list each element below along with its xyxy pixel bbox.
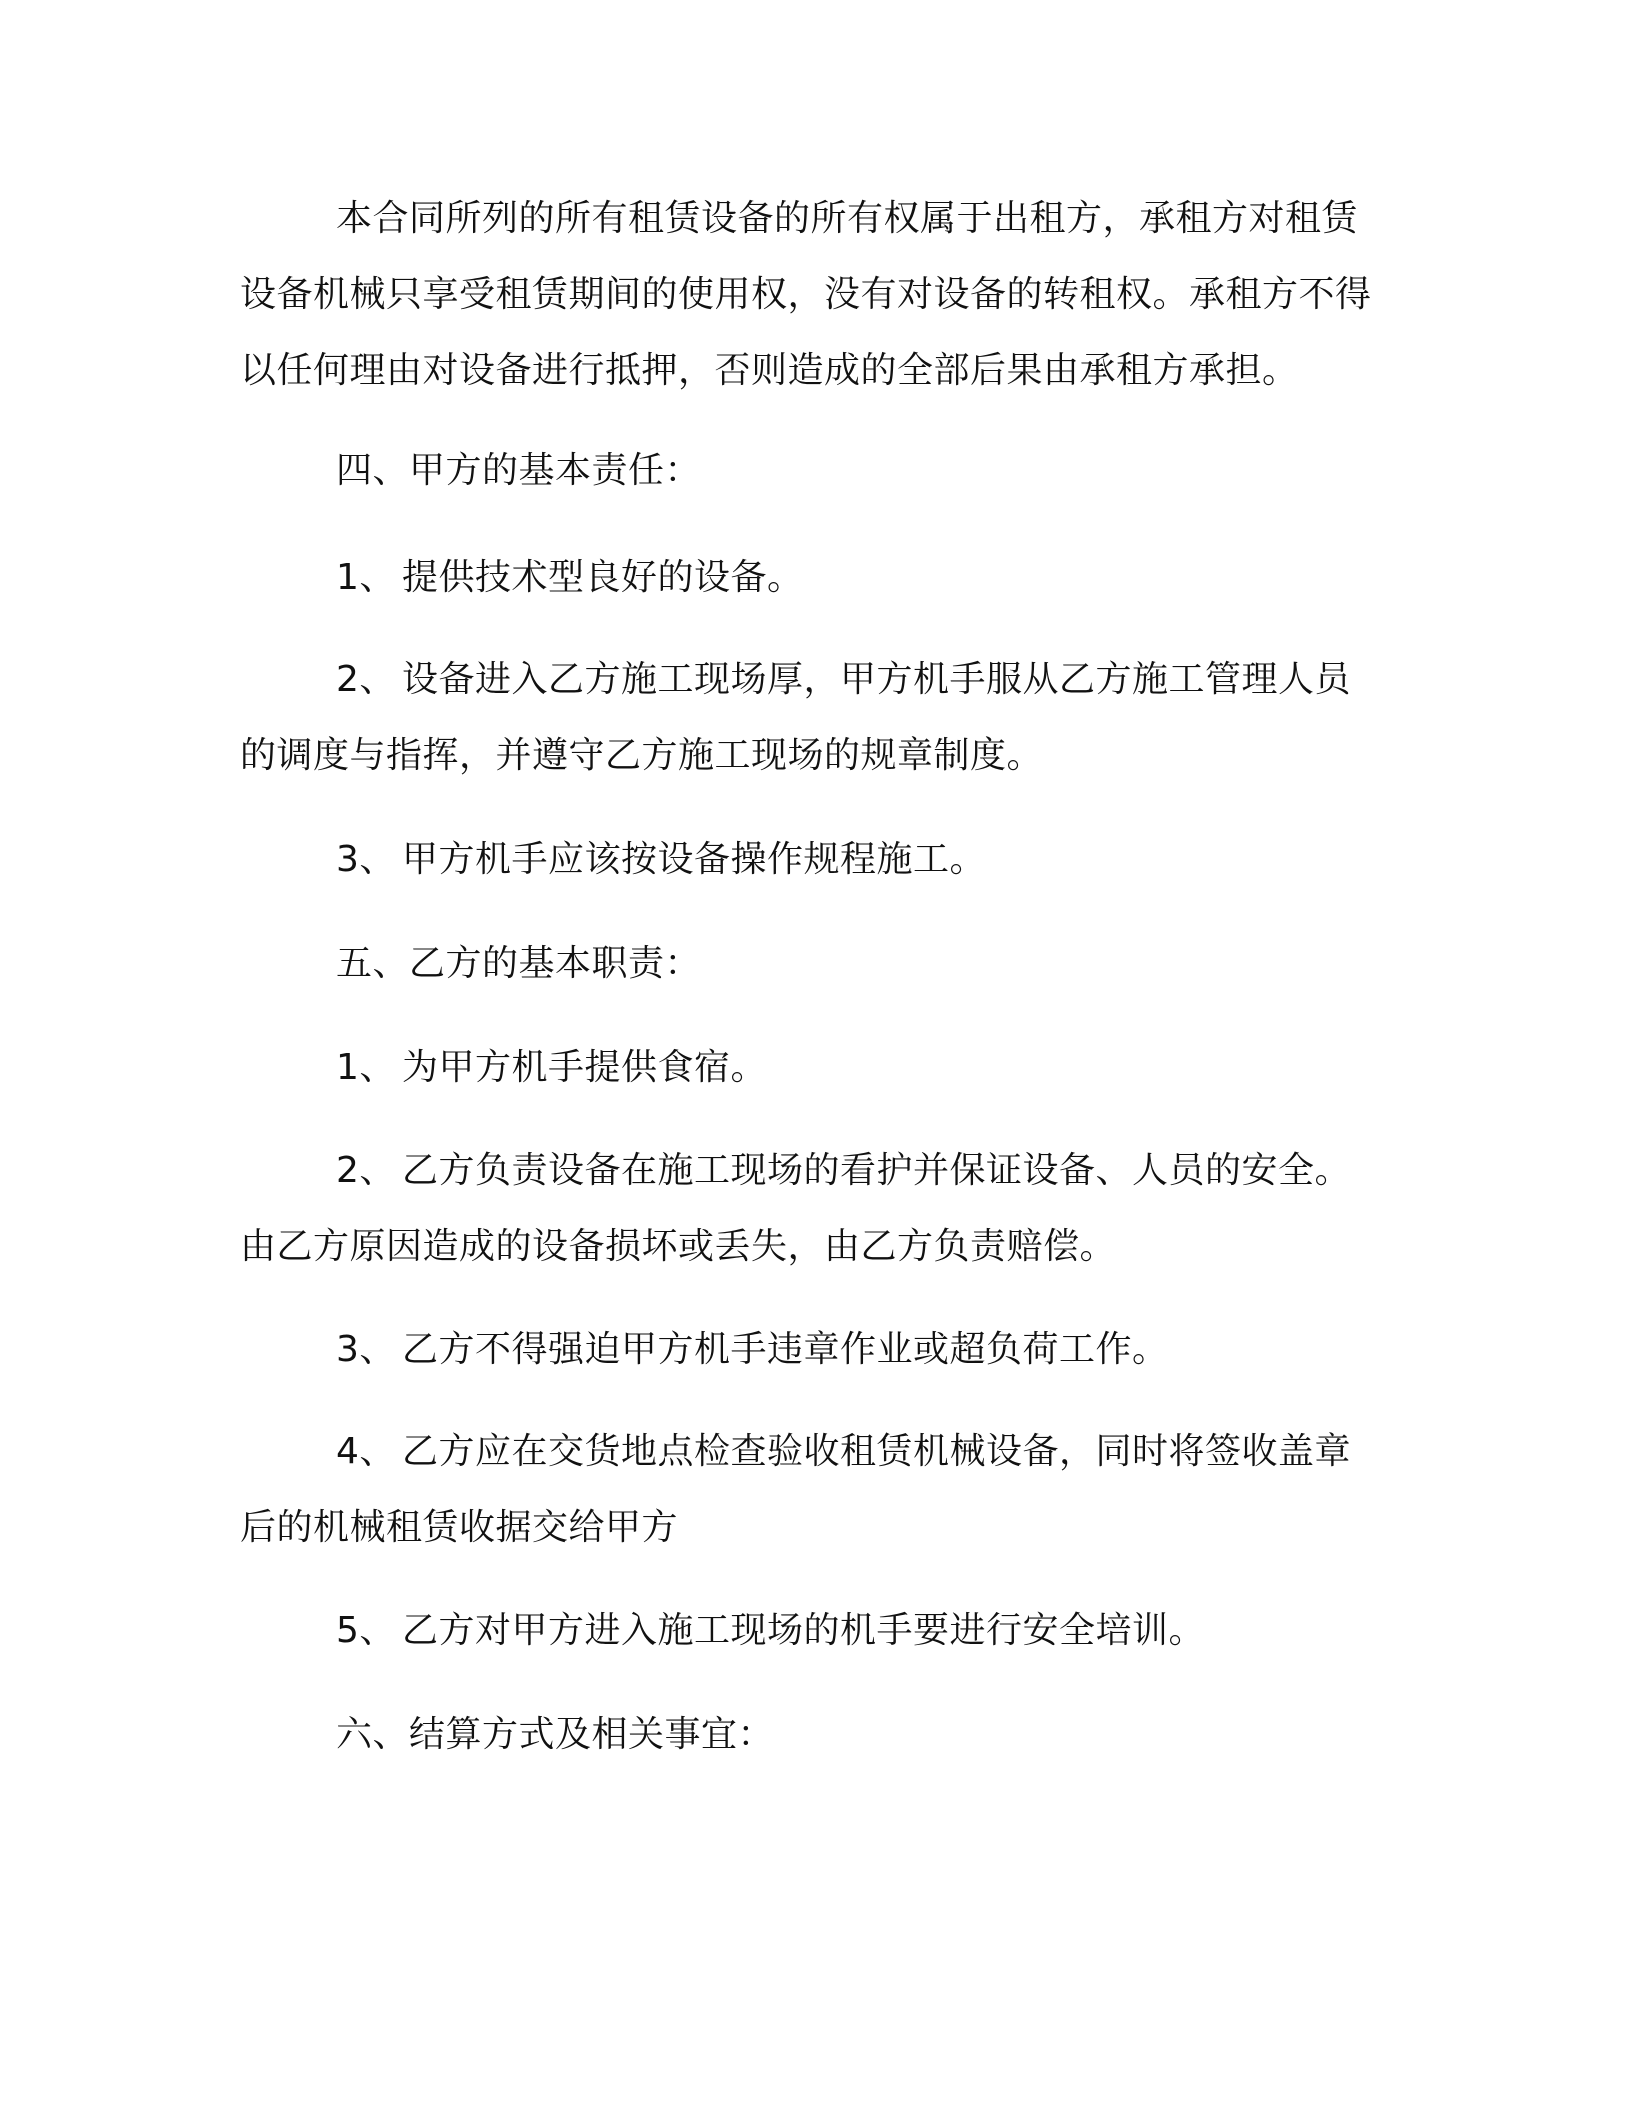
section-5-heading: 五、乙方的基本职责： bbox=[336, 943, 702, 984]
item-text: 设备进入乙方施工现场厚，甲方机手服从乙方施工管理人员的调度与指挥，并遵守乙方施工现场的规章制度。 bbox=[240, 659, 1352, 776]
item-number: 1、 bbox=[336, 1047, 396, 1088]
item-text: 为甲方机手提供食宿。 bbox=[402, 1047, 768, 1088]
section-4-item-3 bbox=[336, 822, 1336, 898]
item-text: 提供技术型良好的设备。 bbox=[402, 557, 804, 598]
section-4-item-1 bbox=[336, 540, 1336, 616]
section-5-item-4 bbox=[240, 1414, 1384, 1566]
item-number: 2、 bbox=[336, 1150, 396, 1191]
item-number: 5、 bbox=[336, 1610, 396, 1651]
item-number: 1、 bbox=[336, 557, 396, 598]
item-text: 乙方不得强迫甲方机手违章作业或超负荷工作。 bbox=[402, 1329, 1169, 1370]
item-text: 甲方机手应该按设备操作规程施工。 bbox=[402, 839, 987, 880]
section-4-heading: 四、甲方的基本责任： bbox=[336, 450, 702, 491]
section-4-item-2 bbox=[240, 642, 1384, 794]
section-5-item-2 bbox=[240, 1133, 1384, 1285]
section-5-item-1 bbox=[336, 1030, 1336, 1106]
section-5-item-3 bbox=[336, 1312, 1336, 1388]
item-number: 3、 bbox=[336, 839, 396, 880]
item-text: 乙方负责设备在施工现场的看护并保证设备、人员的安全。由乙方原因造成的设备损坏或丢失，由乙方负责赔偿。 bbox=[240, 1150, 1352, 1267]
ownership-paragraph: 本合同所列的所有租赁设备的所有权属于出租方，承租方对租赁设备机械只享受租赁期间的使用权，没有对设备的转租权。承租方不得以任何理由对设备进行抵押，否则造成的全部后果由承租方承担。 bbox=[240, 198, 1372, 391]
item-number: 3、 bbox=[336, 1329, 396, 1370]
item-number: 2、 bbox=[336, 659, 396, 700]
section-6-heading: 六、结算方式及相关事宜： bbox=[336, 1714, 775, 1755]
item-text: 乙方应在交货地点检查验收租赁机械设备，同时将签收盖章后的机械租赁收据交给甲方 bbox=[240, 1431, 1352, 1548]
item-text: 乙方对甲方进入施工现场的机手要进行安全培训。 bbox=[402, 1610, 1206, 1651]
section-5-item-5 bbox=[336, 1593, 1336, 1669]
item-number: 4、 bbox=[336, 1431, 396, 1472]
